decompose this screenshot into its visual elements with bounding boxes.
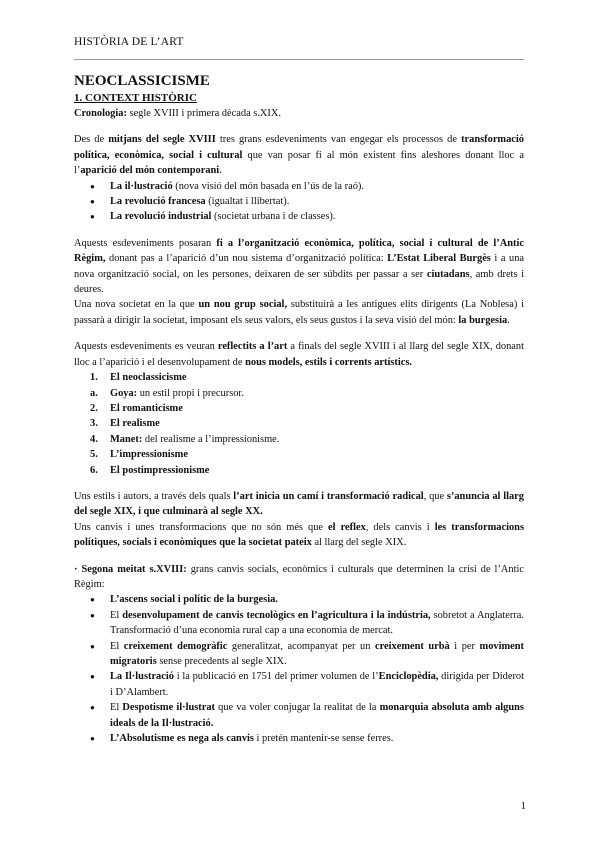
list-item: 2. El romanticisme — [90, 402, 183, 414]
paragraph-radical: Uns estils i autors, a través dels quals l’art inicia un camí i transformació radical, que s’anuncia al llarg del segle XIX, i que culminarà al segle XX. — [74, 490, 524, 518]
list-item: ● La revolució industrial (societat urbana i de classes). — [74, 209, 524, 224]
document-body — [74, 72, 524, 746]
paragraph-burgesia: Una nova societat en la que un nou grup social, substituirà a les antigues elits dirigents (La Noblesa) i passarà a dirigir la societat, imposant els seus valors, els seus gustos i la seva visió del món: la burgesia. — [74, 299, 525, 326]
list-item: 1. El neoclassicisme — [90, 372, 187, 384]
section-heading: 1. CONTEXT HISTÒRIC — [74, 92, 197, 104]
list-item: ● La revolució francesa (igualtat i llibertat). — [74, 194, 524, 209]
page-title: NEOCLASSICISME — [74, 73, 210, 89]
events-list — [74, 179, 524, 225]
paragraph-intro: Des de mitjans del segle XVIII tres grans esdeveniments van engegar els processos de transformació política, econòmica, social i cultural que van posar fi al món existent fins aleshores donant lloc a l’aparició del món contemporani. — [74, 134, 524, 177]
list-item: ● El creixement demogràfic generalitzat, acompanyat per un creixement urbà i per moviment migratoris sense precedents al segle XIX. — [74, 639, 524, 670]
list-item: 4. Manet: del realisme a l’impressionisme. — [90, 433, 280, 445]
list-item: ● La il·lustració (nova visió del món basada en l’ús de la raó). — [74, 179, 524, 194]
styles-list — [74, 370, 524, 478]
paragraph-art: Aquests esdeveniments es veuran reflectits a l’art a finals del segle XVIII i al llarg del segle XIX, donant lloc a l’aparició i el desenvolupament de nous models, estils i corrents artístics. — [74, 341, 524, 368]
list-item: ● L’Absolutisme es nega als canvis i pretén mantenir-se sense ferres. — [74, 731, 524, 746]
changes-list — [74, 592, 524, 746]
list-item: 6. El postimpressionisme — [90, 464, 210, 476]
header-divider — [74, 59, 524, 60]
list-item: 5. L’impressionisme — [90, 449, 188, 461]
list-item: 3. El realisme — [90, 418, 160, 430]
page-header: HISTÒRIA DE L’ART — [74, 36, 184, 48]
list-item: ● El Despotisme il·lustrat que va voler conjugar la realitat de la monarquia absoluta amb alguns ideals de la Il·lustració. — [74, 700, 524, 731]
paragraph-second-half: · Segona meitat s.XVIII: grans canvis socials, econòmics i culturals que determinen la crisi de l’Antic Règim: — [74, 563, 524, 590]
paragraph-reflex: Uns canvis i unes transformacions que no són més que el reflex, dels canvis i les transformacions polítiques, socials i econòmiques que la societat pateix al llarg del segle XIX. — [74, 521, 524, 549]
list-subitem: a. Goya: un estil propi i precursor. — [90, 387, 244, 399]
paragraph-antic-regim: Aquests esdeveniments posaran fi a l’organització econòmica, política, social i cultural de l’Antic Règim, donant pas a l’aparició d’un nou sistema d’organització política: L’Estat Liberal Burgès i a una nova organització social, on les persones, deixaren de ser súbdits per passar a ser ciutadans, amb drets i deures. — [74, 237, 525, 296]
list-item: ● El desenvolupament de canvis tecnològics en l’agricultura i la indústria, sobretot a Anglaterra. Transformació d’una economia rural cap a una economia de mercat. — [74, 608, 524, 639]
list-item: ● L’ascens social i polític de la burgesia. — [74, 592, 524, 607]
chronology-line: Cronologia: segle XVIII i primera dècada s.XIX. — [74, 108, 281, 119]
list-item: ● La Il·lustració i la publicació en 1751 del primer volumen de l’Enciclopèdia, dirigida per Diderot i D’Alambert. — [74, 669, 524, 700]
page-number: 1 — [520, 800, 526, 812]
